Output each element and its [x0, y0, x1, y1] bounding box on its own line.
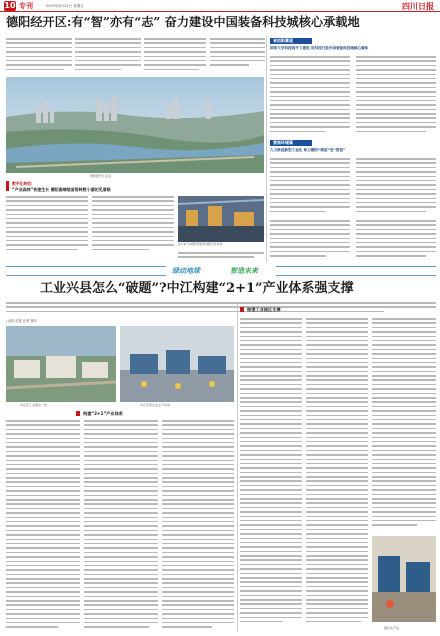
story-3-label: 数字化转型:: [12, 181, 33, 186]
sidebar-1-text-col-2: [356, 56, 436, 138]
story-3-text-col-1: [6, 196, 88, 254]
section-2-marker: [240, 307, 244, 312]
lead-text-col-3: [144, 38, 206, 73]
sidebar-2-headline: 大力推进新型工业化 助力德阳“制造”变“智造”: [270, 148, 346, 152]
production-line-photo: [372, 536, 436, 622]
newspaper-brand: 四川日报: [402, 1, 434, 11]
banner-right-text: 智造未来: [230, 267, 258, 275]
section-banner: [6, 266, 436, 276]
bottom-text-col-2: [84, 420, 158, 630]
sidebar-2-label: 营商环境篇: [270, 140, 312, 146]
section-1-title: 构建“2+1”产业体系: [83, 411, 123, 416]
section-1-heading: [6, 410, 234, 418]
aerial-photo: [6, 77, 264, 173]
sidebar-1-text-col-1: [270, 56, 350, 138]
production-line-photo-caption: 园区生产线: [384, 626, 400, 630]
story-3-marker: [6, 181, 9, 191]
bottom-headline: 工业兴县怎么“破题”?中江构建“2+1”产业体系强支撑: [40, 281, 354, 296]
lead-text-col-1: [6, 38, 72, 73]
page-number: 10: [4, 1, 16, 10]
section-1-marker: [76, 411, 80, 416]
bottom-text-col-1: [6, 420, 80, 630]
lead-text-col-4: [210, 38, 265, 73]
section-2-heading: [240, 306, 436, 314]
sidebar-3-text-col-2: [356, 220, 436, 260]
column-rule-bottom: [237, 304, 238, 632]
bottom-text-col-3: [162, 420, 234, 630]
story-3-text-col-3: [178, 252, 264, 262]
workshop-photo: [120, 326, 234, 402]
sidebar-2-text-col-2: [356, 158, 436, 218]
factory-photo-caption: 东方电气(德阳)智能化的数字化车间: [178, 242, 223, 246]
sidebar-1-label: 省创新赛道: [270, 38, 312, 44]
workshop-photo-caption: 中江县某企业生产车间: [140, 403, 171, 407]
issue-date: 2023年8月25日 星期五: [46, 4, 84, 8]
sidebar-3-text-col-1: [270, 220, 350, 260]
sidebar-1-headline: 国家大学科技园开工建设 用科技打造中国装备科技城核心载体: [270, 46, 369, 50]
bottom-text-col-5: [306, 318, 368, 630]
story-3-headline: “产业森林”快速生长 德阳高端装备智转数小循初见眉眼: [12, 187, 111, 192]
lead-text-col-2: [75, 38, 141, 73]
column-rule-top: [266, 36, 267, 262]
bottom-text-col-6: [372, 318, 436, 532]
county-photo-caption: 中江县工业园区一角: [20, 403, 48, 407]
county-photo: [6, 326, 116, 402]
column-name: 专刊: [19, 2, 33, 10]
aerial-photo-caption: 德阳经开区全景: [90, 174, 112, 178]
section-2-title: 做强工业园区支撑: [247, 307, 281, 312]
factory-photo: [178, 196, 264, 242]
bottom-byline: □四川日报 记者 刘欣: [6, 319, 37, 323]
sidebar-2-text-col-1: [270, 158, 350, 218]
bottom-text-col-4: [240, 318, 302, 630]
story-3-text-col-2: [92, 196, 174, 254]
banner-left-text: 绿动地球: [172, 267, 200, 275]
top-headline: 德阳经开区:有“智”亦有“志” 奋力建设中国装备科技城核心承载地: [6, 15, 360, 29]
